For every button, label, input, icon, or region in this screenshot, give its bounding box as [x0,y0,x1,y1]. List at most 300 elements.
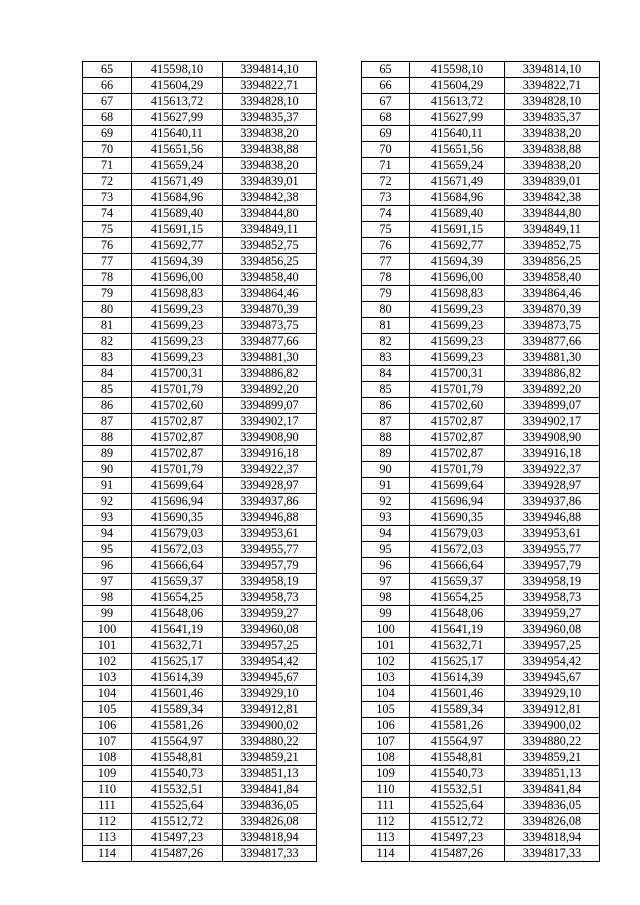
column-gap [317,542,362,558]
x-coordinate-cell: 415696,94 [132,494,223,510]
y-coordinate-cell: 3394946,88 [505,510,600,526]
point-number-cell: 100 [362,622,410,638]
point-number-cell: 77 [83,254,132,270]
column-gap [317,446,362,462]
x-coordinate-cell: 415699,23 [410,318,505,334]
table-row [83,510,600,526]
x-coordinate-cell: 415701,79 [132,462,223,478]
x-coordinate-cell: 415512,72 [132,814,223,830]
table-row [83,174,600,190]
x-coordinate-cell: 415684,96 [132,190,223,206]
x-coordinate-cell: 415613,72 [132,94,223,110]
point-number-cell: 106 [362,718,410,734]
table-row [83,110,600,126]
point-number-cell: 84 [362,366,410,382]
column-gap [317,718,362,734]
y-coordinate-cell: 3394937,86 [505,494,600,510]
x-coordinate-cell: 415699,23 [410,302,505,318]
x-coordinate-cell: 415532,51 [132,782,223,798]
y-coordinate-cell: 3394892,20 [223,382,317,398]
point-number-cell: 113 [362,830,410,846]
point-number-cell: 99 [362,606,410,622]
column-gap [317,478,362,494]
x-coordinate-cell: 415654,25 [132,590,223,606]
column-gap [317,782,362,798]
x-coordinate-cell: 415696,00 [132,270,223,286]
point-number-cell: 106 [83,718,132,734]
x-coordinate-cell: 415625,17 [132,654,223,670]
point-number-cell: 80 [83,302,132,318]
point-number-cell: 96 [83,558,132,574]
point-number-cell: 73 [362,190,410,206]
y-coordinate-cell: 3394841,84 [505,782,600,798]
point-number-cell: 109 [362,766,410,782]
point-number-cell: 98 [362,590,410,606]
table-row [83,478,600,494]
point-number-cell: 111 [83,798,132,814]
y-coordinate-cell: 3394822,71 [505,78,600,94]
y-coordinate-cell: 3394946,88 [223,510,317,526]
point-number-cell: 72 [83,174,132,190]
point-number-cell: 91 [83,478,132,494]
point-number-cell: 74 [83,206,132,222]
column-gap [317,382,362,398]
y-coordinate-cell: 3394900,02 [223,718,317,734]
x-coordinate-cell: 415659,37 [410,574,505,590]
point-number-cell: 91 [362,478,410,494]
x-coordinate-cell: 415689,40 [410,206,505,222]
point-number-cell: 113 [83,830,132,846]
column-gap [317,654,362,670]
point-number-cell: 81 [362,318,410,334]
column-gap [317,846,362,862]
column-gap [317,302,362,318]
table-row [83,430,600,446]
column-gap [317,286,362,302]
table-row [83,590,600,606]
y-coordinate-cell: 3394880,22 [223,734,317,750]
y-coordinate-cell: 3394960,08 [505,622,600,638]
table-row [83,814,600,830]
y-coordinate-cell: 3394955,77 [223,542,317,558]
point-number-cell: 114 [83,846,132,862]
table-row [83,318,600,334]
y-coordinate-cell: 3394957,79 [505,558,600,574]
y-coordinate-cell: 3394859,21 [505,750,600,766]
x-coordinate-cell: 415699,64 [410,478,505,494]
y-coordinate-cell: 3394841,84 [223,782,317,798]
y-coordinate-cell: 3394908,90 [505,430,600,446]
point-number-cell: 94 [83,526,132,542]
y-coordinate-cell: 3394958,19 [223,574,317,590]
x-coordinate-cell: 415581,26 [410,718,505,734]
y-coordinate-cell: 3394899,07 [223,398,317,414]
y-coordinate-cell: 3394851,13 [223,766,317,782]
column-gap [317,174,362,190]
column-gap [317,158,362,174]
column-gap [317,430,362,446]
y-coordinate-cell: 3394928,97 [223,478,317,494]
column-gap [317,190,362,206]
y-coordinate-cell: 3394886,82 [223,366,317,382]
point-number-cell: 94 [362,526,410,542]
x-coordinate-cell: 415702,87 [410,446,505,462]
table-row [83,142,600,158]
x-coordinate-cell: 415540,73 [410,766,505,782]
column-gap [317,254,362,270]
y-coordinate-cell: 3394836,05 [505,798,600,814]
y-coordinate-cell: 3394881,30 [505,350,600,366]
point-number-cell: 105 [83,702,132,718]
x-coordinate-cell: 415666,64 [132,558,223,574]
point-number-cell: 112 [362,814,410,830]
point-number-cell: 88 [83,430,132,446]
point-number-cell: 81 [83,318,132,334]
y-coordinate-cell: 3394873,75 [223,318,317,334]
y-coordinate-cell: 3394838,20 [505,126,600,142]
x-coordinate-cell: 415690,35 [132,510,223,526]
column-gap [317,334,362,350]
table-row [83,670,600,686]
point-number-cell: 72 [362,174,410,190]
point-number-cell: 100 [83,622,132,638]
x-coordinate-cell: 415671,49 [410,174,505,190]
y-coordinate-cell: 3394835,37 [505,110,600,126]
x-coordinate-cell: 415672,03 [410,542,505,558]
point-number-cell: 89 [83,446,132,462]
column-gap [317,238,362,254]
point-number-cell: 95 [83,542,132,558]
table-row [83,606,600,622]
y-coordinate-cell: 3394955,77 [505,542,600,558]
column-gap [317,734,362,750]
x-coordinate-cell: 415604,29 [410,78,505,94]
y-coordinate-cell: 3394958,73 [505,590,600,606]
point-number-cell: 67 [83,94,132,110]
x-coordinate-cell: 415648,06 [410,606,505,622]
x-coordinate-cell: 415487,26 [132,846,223,862]
point-number-cell: 87 [362,414,410,430]
x-coordinate-cell: 415648,06 [132,606,223,622]
x-coordinate-cell: 415598,10 [410,62,505,78]
y-coordinate-cell: 3394836,05 [223,798,317,814]
table-row [83,286,600,302]
point-number-cell: 97 [362,574,410,590]
point-number-cell: 103 [83,670,132,686]
x-coordinate-cell: 415659,24 [410,158,505,174]
y-coordinate-cell: 3394818,94 [505,830,600,846]
column-gap [317,606,362,622]
table-row [83,398,600,414]
table-row [83,494,600,510]
table-row [83,830,600,846]
column-gap [317,366,362,382]
table-row [83,382,600,398]
y-coordinate-cell: 3394828,10 [505,94,600,110]
coordinates-table [82,61,600,862]
table-row [83,686,600,702]
y-coordinate-cell: 3394928,97 [505,478,600,494]
y-coordinate-cell: 3394858,40 [505,270,600,286]
x-coordinate-cell: 415651,56 [410,142,505,158]
y-coordinate-cell: 3394818,94 [223,830,317,846]
x-coordinate-cell: 415614,39 [410,670,505,686]
x-coordinate-cell: 415614,39 [132,670,223,686]
table-row [83,846,600,862]
point-number-cell: 95 [362,542,410,558]
point-number-cell: 70 [83,142,132,158]
table-row [83,350,600,366]
point-number-cell: 93 [83,510,132,526]
point-number-cell: 83 [362,350,410,366]
table-row [83,558,600,574]
x-coordinate-cell: 415699,23 [410,334,505,350]
x-coordinate-cell: 415672,03 [132,542,223,558]
x-coordinate-cell: 415700,31 [132,366,223,382]
y-coordinate-cell: 3394958,73 [223,590,317,606]
table-row [83,366,600,382]
point-number-cell: 82 [83,334,132,350]
point-number-cell: 114 [362,846,410,862]
column-gap [317,686,362,702]
table-row [83,526,600,542]
table-row [83,622,600,638]
point-number-cell: 102 [83,654,132,670]
x-coordinate-cell: 415679,03 [410,526,505,542]
point-number-cell: 92 [362,494,410,510]
table-row [83,334,600,350]
point-number-cell: 80 [362,302,410,318]
x-coordinate-cell: 415497,23 [132,830,223,846]
point-number-cell: 101 [362,638,410,654]
x-coordinate-cell: 415659,24 [132,158,223,174]
table-row [83,78,600,94]
x-coordinate-cell: 415497,23 [410,830,505,846]
point-number-cell: 107 [83,734,132,750]
table-row [83,158,600,174]
point-number-cell: 65 [362,62,410,78]
y-coordinate-cell: 3394916,18 [505,446,600,462]
y-coordinate-cell: 3394844,80 [223,206,317,222]
y-coordinate-cell: 3394959,27 [505,606,600,622]
table-row [83,718,600,734]
column-gap [317,206,362,222]
y-coordinate-cell: 3394838,88 [223,142,317,158]
x-coordinate-cell: 415702,87 [132,430,223,446]
y-coordinate-cell: 3394814,10 [223,62,317,78]
x-coordinate-cell: 415701,79 [410,462,505,478]
point-number-cell: 78 [362,270,410,286]
x-coordinate-cell: 415548,81 [410,750,505,766]
x-coordinate-cell: 415564,97 [410,734,505,750]
x-coordinate-cell: 415601,46 [132,686,223,702]
point-number-cell: 82 [362,334,410,350]
y-coordinate-cell: 3394957,25 [223,638,317,654]
column-gap [317,62,362,78]
y-coordinate-cell: 3394954,42 [505,654,600,670]
y-coordinate-cell: 3394849,11 [505,222,600,238]
x-coordinate-cell: 415698,83 [410,286,505,302]
column-gap [317,798,362,814]
y-coordinate-cell: 3394838,20 [223,126,317,142]
y-coordinate-cell: 3394929,10 [223,686,317,702]
y-coordinate-cell: 3394838,20 [223,158,317,174]
y-coordinate-cell: 3394922,37 [505,462,600,478]
table-row [83,734,600,750]
point-number-cell: 90 [362,462,410,478]
x-coordinate-cell: 415598,10 [132,62,223,78]
x-coordinate-cell: 415525,64 [132,798,223,814]
column-gap [317,558,362,574]
point-number-cell: 104 [83,686,132,702]
y-coordinate-cell: 3394899,07 [505,398,600,414]
table-row [83,190,600,206]
column-gap [317,590,362,606]
x-coordinate-cell: 415692,77 [132,238,223,254]
table-row [83,654,600,670]
table-row [83,446,600,462]
x-coordinate-cell: 415627,99 [410,110,505,126]
table-row [83,798,600,814]
y-coordinate-cell: 3394851,13 [505,766,600,782]
x-coordinate-cell: 415641,19 [410,622,505,638]
point-number-cell: 67 [362,94,410,110]
point-number-cell: 71 [362,158,410,174]
y-coordinate-cell: 3394859,21 [223,750,317,766]
point-number-cell: 110 [362,782,410,798]
x-coordinate-cell: 415671,49 [132,174,223,190]
y-coordinate-cell: 3394864,46 [223,286,317,302]
y-coordinate-cell: 3394864,46 [505,286,600,302]
table-row [83,254,600,270]
table-row [83,238,600,254]
x-coordinate-cell: 415684,96 [410,190,505,206]
coordinates-table-body [83,62,600,862]
point-number-cell: 103 [362,670,410,686]
y-coordinate-cell: 3394838,20 [505,158,600,174]
point-number-cell: 66 [83,78,132,94]
table-row [83,766,600,782]
x-coordinate-cell: 415666,64 [410,558,505,574]
column-gap [317,142,362,158]
y-coordinate-cell: 3394954,42 [223,654,317,670]
y-coordinate-cell: 3394849,11 [223,222,317,238]
column-gap [317,318,362,334]
table-row [83,702,600,718]
x-coordinate-cell: 415487,26 [410,846,505,862]
point-number-cell: 86 [362,398,410,414]
table-row [83,94,600,110]
x-coordinate-cell: 415699,23 [132,350,223,366]
point-number-cell: 108 [362,750,410,766]
x-coordinate-cell: 415651,56 [132,142,223,158]
table-row [83,782,600,798]
x-coordinate-cell: 415525,64 [410,798,505,814]
x-coordinate-cell: 415581,26 [132,718,223,734]
table-row [83,542,600,558]
x-coordinate-cell: 415654,25 [410,590,505,606]
point-number-cell: 74 [362,206,410,222]
y-coordinate-cell: 3394842,38 [223,190,317,206]
point-number-cell: 73 [83,190,132,206]
y-coordinate-cell: 3394828,10 [223,94,317,110]
point-number-cell: 66 [362,78,410,94]
y-coordinate-cell: 3394945,67 [223,670,317,686]
x-coordinate-cell: 415691,15 [410,222,505,238]
column-gap [317,494,362,510]
point-number-cell: 75 [83,222,132,238]
y-coordinate-cell: 3394826,08 [223,814,317,830]
point-number-cell: 104 [362,686,410,702]
y-coordinate-cell: 3394880,22 [505,734,600,750]
point-number-cell: 85 [83,382,132,398]
x-coordinate-cell: 415659,37 [132,574,223,590]
column-gap [317,414,362,430]
x-coordinate-cell: 415641,19 [132,622,223,638]
point-number-cell: 99 [83,606,132,622]
x-coordinate-cell: 415627,99 [132,110,223,126]
point-number-cell: 87 [83,414,132,430]
column-gap [317,462,362,478]
point-number-cell: 110 [83,782,132,798]
y-coordinate-cell: 3394852,75 [505,238,600,254]
column-gap [317,126,362,142]
point-number-cell: 70 [362,142,410,158]
x-coordinate-cell: 415699,64 [132,478,223,494]
column-gap [317,750,362,766]
y-coordinate-cell: 3394912,81 [223,702,317,718]
point-number-cell: 111 [362,798,410,814]
column-gap [317,702,362,718]
y-coordinate-cell: 3394852,75 [223,238,317,254]
column-gap [317,222,362,238]
x-coordinate-cell: 415702,87 [410,414,505,430]
x-coordinate-cell: 415589,34 [410,702,505,718]
point-number-cell: 79 [83,286,132,302]
point-number-cell: 112 [83,814,132,830]
x-coordinate-cell: 415699,23 [132,334,223,350]
x-coordinate-cell: 415700,31 [410,366,505,382]
y-coordinate-cell: 3394945,67 [505,670,600,686]
y-coordinate-cell: 3394902,17 [505,414,600,430]
column-gap [317,94,362,110]
table-row [83,62,600,78]
point-number-cell: 109 [83,766,132,782]
table-row [83,222,600,238]
point-number-cell: 76 [83,238,132,254]
column-gap [317,622,362,638]
y-coordinate-cell: 3394856,25 [505,254,600,270]
y-coordinate-cell: 3394877,66 [223,334,317,350]
y-coordinate-cell: 3394892,20 [505,382,600,398]
point-number-cell: 108 [83,750,132,766]
x-coordinate-cell: 415694,39 [132,254,223,270]
x-coordinate-cell: 415699,23 [132,302,223,318]
point-number-cell: 83 [83,350,132,366]
point-number-cell: 96 [362,558,410,574]
y-coordinate-cell: 3394877,66 [505,334,600,350]
y-coordinate-cell: 3394842,38 [505,190,600,206]
table-row [83,206,600,222]
point-number-cell: 78 [83,270,132,286]
point-number-cell: 76 [362,238,410,254]
point-number-cell: 85 [362,382,410,398]
column-gap [317,814,362,830]
y-coordinate-cell: 3394902,17 [223,414,317,430]
y-coordinate-cell: 3394916,18 [223,446,317,462]
x-coordinate-cell: 415548,81 [132,750,223,766]
y-coordinate-cell: 3394870,39 [223,302,317,318]
